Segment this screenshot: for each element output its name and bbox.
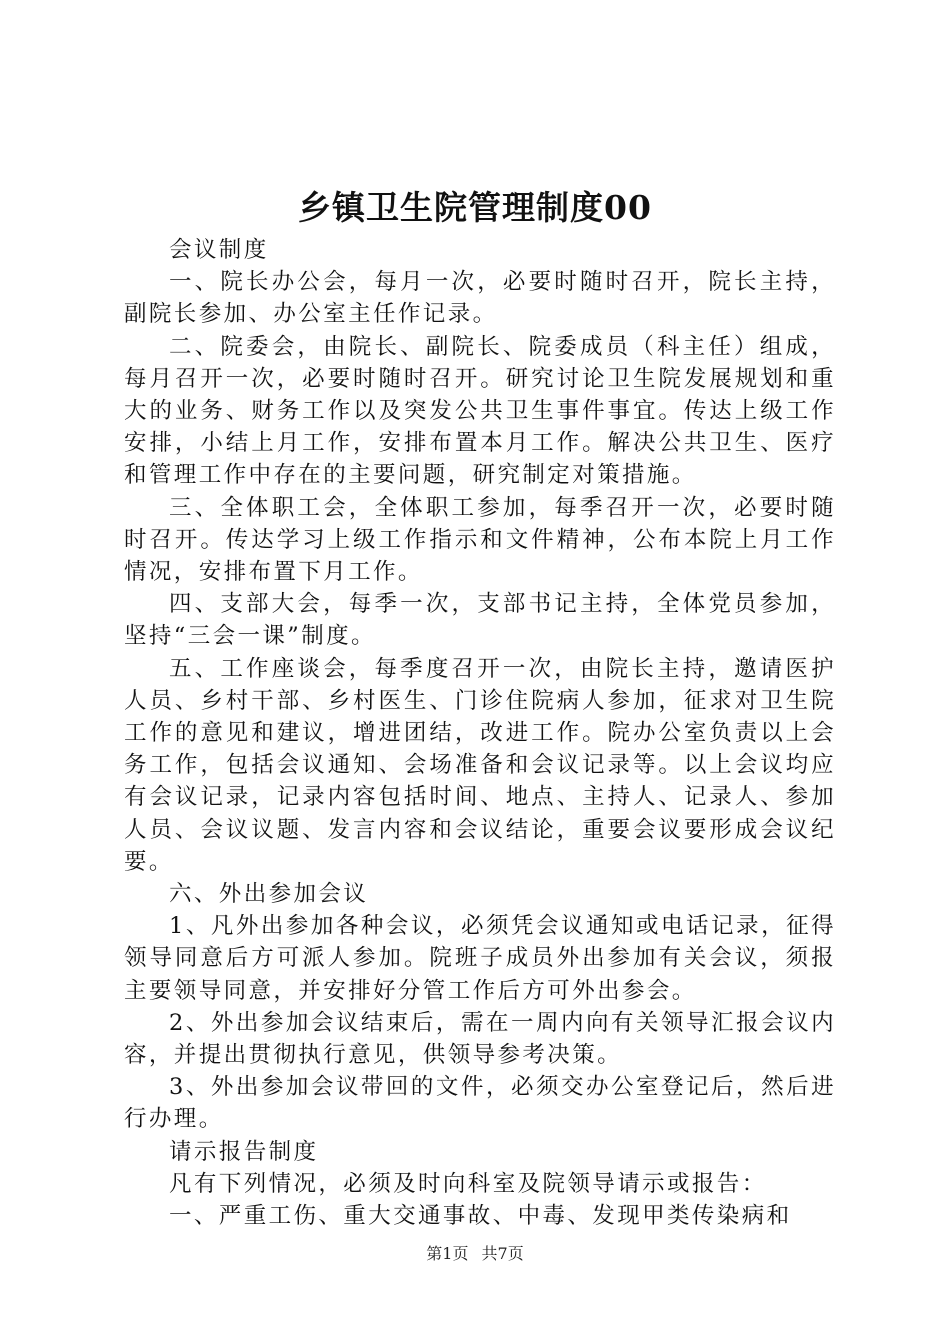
paragraph: 六、外出参加会议 [169, 881, 369, 908]
paragraph: 3、外出参加会议带回的文件，必须交办公室登记后，然后进行办理。 [124, 1074, 836, 1133]
paragraph: 五、工作座谈会，每季度召开一次，由院长主持，邀请医护人员、乡村干部、乡村医生、门诊住院病人参加，征求对卫生院工作的意见和建议，增进团结，改进工作。院办公室负责以上会务工作，包括会议通知、会场准备和会议记录等。以上会议均应有会议记录，记录内容包括时间、地点、主持人、记录人、参加人员、会议议题、发言内容和会议结论，重要会议要形成会议纪要。 [124, 655, 836, 875]
section-heading-meeting: 会议制度 [169, 237, 269, 263]
paragraph: 二、院委会，由院长、副院长、院委成员（科主任）组成，每月召开一次，必要时随时召开。研究讨论卫生院发展规划和重大的业务、财务工作以及突发公共卫生事件事宜。传达上级工作安排，小结上月工作，安排布置本月工作。解决公共卫生、医疗和管理工作中存在的主要问题，研究制定对策措施。 [124, 333, 836, 489]
paragraph: 四、支部大会，每季一次，支部书记主持，全体党员参加，坚持“三会一课”制度。 [124, 591, 836, 650]
paragraph: 2、外出参加会议结束后，需在一周内向有关领导汇报会议内容，并提出贯彻执行意见，供领导参考决策。 [124, 1009, 836, 1069]
section-heading-report: 请示报告制度 [169, 1138, 319, 1165]
paragraph: 一、严重工伤、重大交通事故、中毒、发现甲类传染病和 [169, 1203, 792, 1230]
paragraph: 三、全体职工会，全体职工参加，每季召开一次，必要时随时召开。传达学习上级工作指示和文件精神，公布本院上月工作情况，安排布置下月工作。 [124, 494, 836, 586]
document-body [124, 234, 836, 1232]
page-number: 第1页 [426, 1244, 469, 1263]
paragraph: 凡有下列情况，必须及时向科室及院领导请示或报告： [169, 1170, 767, 1197]
page-total: 共7页 [481, 1244, 524, 1263]
page-footer [0, 1242, 950, 1266]
paragraph: 一、院长办公会，每月一次，必要时随时召开，院长主持，副院长参加、办公室主任作记录。 [124, 269, 836, 328]
document-title: 乡镇卫生院管理制度00 [298, 188, 652, 227]
paragraph: 1、凡外出参加各种会议，必须凭会议通知或电话记录，征得领导同意后方可派人参加。院班子成员外出参加有关会议，须报主要领导同意，并安排好分管工作后方可外出参会。 [124, 913, 836, 1004]
